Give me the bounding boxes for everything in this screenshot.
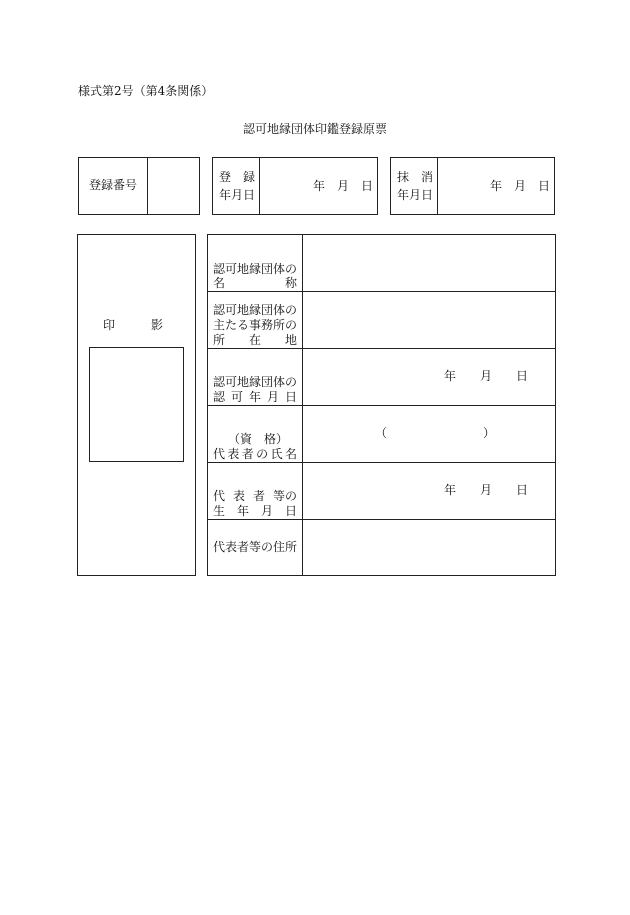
row-name-label-2: 名 称 xyxy=(213,276,297,290)
row-rep-value[interactable]: （ ） xyxy=(375,426,496,440)
row-approval-label-1: 認可地縁団体の xyxy=(213,375,298,389)
cancel-date-value[interactable]: 年 月 日 xyxy=(490,179,551,193)
reg-date-value[interactable]: 年 月 日 xyxy=(313,179,374,193)
cancel-label-1: 抹 消 xyxy=(397,170,434,184)
row-rep-label-2: 代 表 者 の 氏 名 xyxy=(213,447,297,461)
row-birth-label-1: 代 表 者 等の xyxy=(213,489,297,503)
row-office-label-1: 認可地縁団体の xyxy=(213,303,298,317)
row-office-label-2: 主たる事務所の xyxy=(213,318,298,332)
reg-date-label-1: 登 録 xyxy=(219,170,256,184)
form-number: 様式第2号（第4条関係） xyxy=(78,84,214,98)
row-address-label: 代表者等の住所 xyxy=(213,540,298,554)
row-birth-label-2: 生 年 月 日 xyxy=(213,504,297,518)
row-approval-value[interactable]: 年 月 日 xyxy=(444,369,529,383)
cancel-label-2: 年月日 xyxy=(397,188,434,202)
page-title: 認可地縁団体印鑑登録原票 xyxy=(243,122,388,136)
row-office-label-3: 所 在 地 xyxy=(213,333,297,347)
row-birth-value[interactable]: 年 月 日 xyxy=(444,483,529,497)
row-name-label-1: 認可地縁団体の xyxy=(213,262,298,276)
reg-number-label: 登録番号 xyxy=(89,178,138,192)
row-approval-label-2: 認 可 年 月 日 xyxy=(213,390,297,404)
seal-impression-area[interactable] xyxy=(89,347,184,462)
reg-date-label-2: 年月日 xyxy=(219,188,256,202)
row-rep-label-1: （資 格） xyxy=(228,432,289,446)
seal-label: 印 影 xyxy=(103,318,164,332)
